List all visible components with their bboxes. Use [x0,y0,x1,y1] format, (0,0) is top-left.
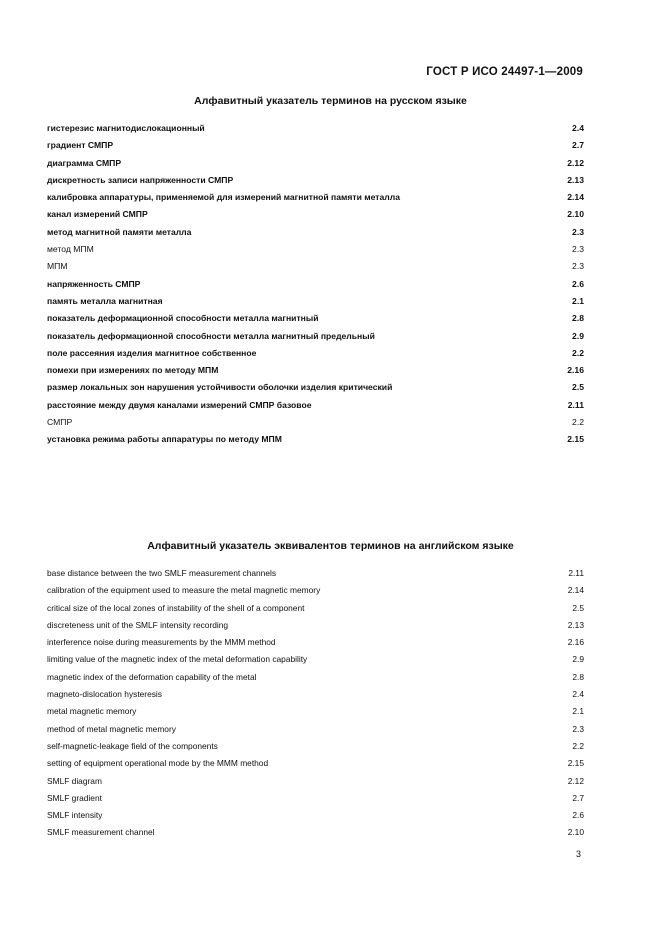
index-ref: 2.3 [572,226,584,237]
index-ref: 2.9 [572,330,584,341]
index-ref: 2.11 [568,568,584,578]
index-entry [47,312,584,329]
index-term: critical size of the local zones of instability of the shell of a component [47,602,305,613]
index-ref: 2.16 [567,365,584,376]
index-term: размер локальных зон нарушения устойчивости оболочки изделия критический [47,382,393,393]
index-term: SMLF intensity [47,810,103,821]
index-ref: 2.4 [572,123,584,133]
index-entry [47,139,584,156]
index-entry [47,688,584,705]
index-entry [47,399,584,416]
index-entry [47,122,584,139]
index-term: помехи при измерениях по методу МПМ [47,365,219,376]
index-ref: 2.16 [567,637,584,648]
index-term: magnetic index of the deformation capability of the metal [47,671,257,682]
english-index-list [47,567,584,844]
index-ref: 2.7 [572,140,584,151]
index-term: дискретность записи напряженности СМПР [47,174,234,185]
russian-index-list [47,122,584,451]
index-entry [47,226,584,243]
index-entry [47,381,584,398]
index-term: метод магнитной памяти металла [47,226,192,237]
index-ref: 2.14 [567,192,584,203]
index-ref: 2.13 [567,619,584,630]
index-term: поле рассеяния изделия магнитное собственное [47,347,257,358]
index-entry [47,157,584,174]
index-term: калибровка аппаратуры, применяемой для измерений магнитной памяти металла [47,192,400,203]
index-ref: 2.11 [567,399,584,410]
index-entry [47,653,584,670]
index-ref: 2.2 [572,347,584,358]
index-entry [47,775,584,792]
index-entry [47,347,584,364]
index-term: память металла магнитная [47,295,163,306]
index-term: SMLF diagram [47,775,102,786]
index-term: self-magnetic-leakage field of the components [47,740,218,751]
index-term: установка режима работы аппаратуры по методу МПМ [47,434,282,445]
index-entry [47,567,584,584]
index-entry [47,705,584,722]
index-ref: 2.12 [567,775,584,786]
index-ref: 2.5 [572,382,584,393]
index-term: base distance between the two SMLF measurement channels [47,568,277,578]
index-entry [47,636,584,653]
index-term: metal magnetic memory [47,706,137,717]
index-entry [47,174,584,191]
index-entry [47,740,584,757]
index-ref: 2.3 [572,261,584,272]
index-ref: 2.6 [572,810,584,821]
index-entry [47,584,584,601]
index-term: calibration of the equipment used to measure the metal magnetic memory [47,585,321,596]
index-term: SMLF measurement channel [47,827,155,838]
index-ref: 2.10 [567,827,584,838]
index-term: расстояние между двумя каналами измерений СМПР базовое [47,399,312,410]
index-ref: 2.9 [572,654,584,665]
index-ref: 2.3 [572,244,584,255]
index-ref: 2.13 [567,174,584,185]
russian-index-heading: Алфавитный указатель терминов на русском языке [194,95,467,107]
index-entry [47,416,584,433]
index-ref: 2.15 [567,758,584,769]
index-entry [47,826,584,843]
index-ref: 2.14 [567,585,584,596]
index-ref: 2.8 [572,313,584,324]
index-entry [47,757,584,774]
index-ref: 2.2 [572,740,584,751]
index-term: magneto-dislocation hysteresis [47,689,162,700]
index-ref: 2.4 [572,689,584,700]
index-term: показатель деформационной способности металла магнитный [47,313,319,324]
index-entry [47,330,584,347]
index-term: discreteness unit of the SMLF intensity recording [47,619,229,630]
index-entry [47,208,584,225]
index-entry [47,671,584,688]
index-entry [47,243,584,260]
index-term: градиент СМПР [47,140,114,151]
index-term: СМПР [47,417,73,428]
index-entry [47,295,584,312]
index-entry [47,364,584,381]
index-entry [47,191,584,208]
index-entry [47,809,584,826]
index-term: method of metal magnetic memory [47,723,176,734]
index-ref: 2.10 [567,209,584,220]
index-ref: 2.2 [572,417,584,428]
index-term: канал измерений СМПР [47,209,148,220]
index-term: МПМ [47,261,68,272]
index-term: limiting value of the magnetic index of the metal deformation capability [47,654,308,665]
index-term: гистерезис магнитодислокационный [47,123,205,133]
document-standard-id: ГОСТ Р ИСО 24497-1—2009 [426,66,583,78]
index-term: interference noise during measurements by the MMM method [47,637,276,648]
english-index-heading: Алфавитный указатель эквивалентов терминов на английском языке [147,540,514,552]
index-entry [47,723,584,740]
index-ref: 2.12 [567,157,584,168]
index-ref: 2.8 [572,671,584,682]
index-term: метод МПМ [47,244,94,255]
index-ref: 2.15 [567,434,584,445]
index-term: SMLF gradient [47,792,102,803]
index-ref: 2.1 [572,295,584,306]
index-entry [47,278,584,295]
index-entry [47,602,584,619]
index-entry [47,260,584,277]
index-term: напряженность СМПР [47,278,141,289]
index-ref: 2.5 [572,602,584,613]
index-term: диаграмма СМПР [47,157,122,168]
index-term: setting of equipment operational mode by the MMM method [47,758,269,769]
index-term: показатель деформационной способности металла магнитный предельный [47,330,375,341]
page-number: 3 [575,849,581,859]
index-ref: 2.6 [572,278,584,289]
index-ref: 2.7 [572,792,584,803]
index-ref: 2.3 [572,723,584,734]
index-ref: 2.1 [572,706,584,717]
index-entry [47,792,584,809]
index-entry [47,433,584,450]
index-entry [47,619,584,636]
